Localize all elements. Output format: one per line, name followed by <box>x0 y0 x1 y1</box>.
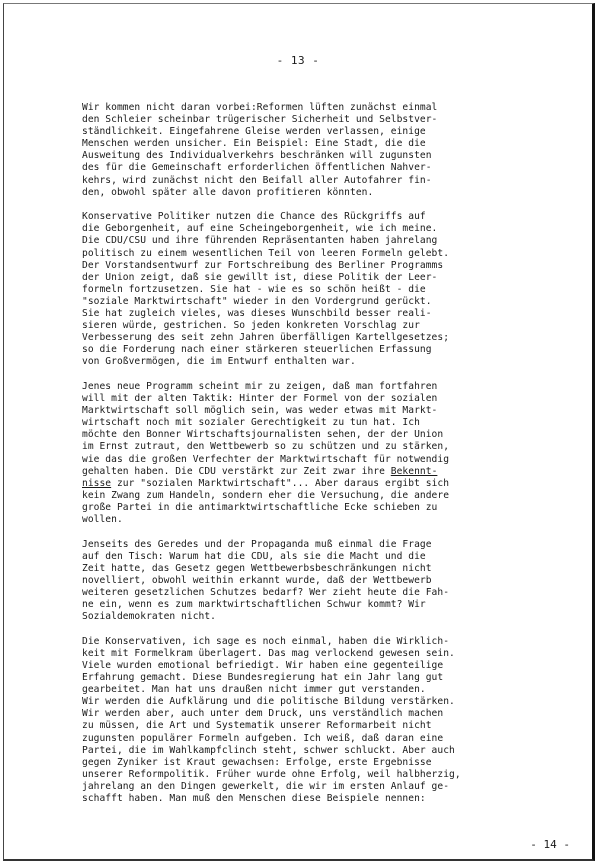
text-line: gearbeitet. Man hat uns draußen nicht immer gut verstanden. <box>82 684 426 696</box>
paragraph-5 <box>82 636 552 805</box>
text-line: Der Vorstandsentwurf zur Fortschreibung des Berliner Programms <box>82 259 444 271</box>
page-number: - 13 - <box>276 54 320 67</box>
text-line: kein Zwang zum Handeln, sondern eher die Versuchung, die andere <box>82 489 450 501</box>
text-line: formeln fortzusetzen. Sie hat - wie es so schön heißt - die <box>82 283 426 295</box>
text-line: Die Konservativen, ich sage es noch einmal, haben die Wirklich- <box>82 635 450 647</box>
text-line: wollen. <box>82 514 123 525</box>
next-page-marker: - 14 - <box>530 838 570 851</box>
paragraph-1 <box>82 102 552 199</box>
text-line: Ausweitung des Individualverkehrs beschränken will zugunsten <box>82 150 432 162</box>
text-line: wirtschaft noch mit sozialer Gerechtigkeit zu tun hat. Ich <box>82 417 420 429</box>
text-line: die Geborgenheit, auf eine Scheingeborgenheit, wie ich meine. <box>82 223 438 235</box>
text-line-underlined: gehalten haben. Die CDU verstärkt zur Zeit zwar ihre Bekennt- <box>82 465 438 477</box>
text-line: den Schleier scheinbar trügerischer Sicherheit und Selbstver- <box>82 114 438 126</box>
text-line-underlined: nisse zur "sozialen Marktwirtschaft"... Aber daraus ergibt sich <box>82 477 450 489</box>
paragraph-2 <box>82 211 552 368</box>
text-line: sieren würde, gestrichen. So jeden konkreten Vorschlag zur <box>82 320 420 332</box>
text-line: schafft haben. Man muß den Menschen diese Beispiele nennen: <box>82 792 426 804</box>
text-line: wie das die großen Verfechter der Marktwirtschaft für notwendig <box>82 453 450 465</box>
document-page <box>3 3 595 861</box>
text-line: ständlichkeit. Eingefahrene Gleise werden verlassen, einige <box>82 126 426 138</box>
text-line: Viele wurden emotional befriedigt. Wir haben eine gegenteilige <box>82 659 444 671</box>
text-line: gegen Zyniker ist Kraut gewachsen: Erfolge, erste Ergebnisse <box>82 756 432 768</box>
text-line: Partei, die im Wahlkampfclinch steht, schwer schluckt. Aber auch <box>82 744 455 756</box>
text-line: zu müssen, die Art und Systematik unserer Reformarbeit nicht <box>82 720 432 732</box>
text-line: Erfahrung gemacht. Diese Bundesregierung hat ein Jahr lang gut <box>82 672 444 684</box>
text-line: Marktwirtschaft soll möglich sein, was weder etwas mit Markt- <box>82 405 438 417</box>
text-line: so die Forderung nach einer stärkeren steuerlichen Erfassung <box>82 344 432 356</box>
text-line: will mit der alten Taktik: Hinter der Formel von der sozialen <box>82 393 438 405</box>
text-line: novelliert, obwohl weithin erkannt wurde, daß der Wettbewerb <box>82 574 432 586</box>
text-line: im Ernst zutraut, den Wettbewerb so zu schützen und zu stärken, <box>82 441 450 453</box>
text-line: "soziale Marktwirtschaft" wieder in den Vordergrund gerückt. <box>82 295 432 307</box>
text-line: Konservative Politiker nutzen die Chance des Rückgriffs auf <box>82 211 426 223</box>
text-line: ne ein, wenn es zum marktwirtschaftlichen Schwur kommt? Wir <box>82 599 426 611</box>
text-line: Verbesserung des seit zehn Jahren überfälligen Kartellgesetzes; <box>82 332 450 344</box>
text-line: Jenes neue Programm scheint mir zu zeigen, daß man fortfahren <box>82 380 438 392</box>
text-line: Sozialdemokraten nicht. <box>82 611 216 623</box>
underlined-word: nisse <box>82 477 112 489</box>
paragraph-4 <box>82 539 552 624</box>
text-line: kehrs, wird zunächst nicht den Beifall aller Autofahrer fin- <box>82 174 432 186</box>
text-line: Wir kommen nicht daran vorbei:Reformen lüften zunächst einmal <box>82 102 438 113</box>
text-line: jahrelang an den Dingen gewerkelt, die wir im ersten Anlauf ge- <box>82 780 450 792</box>
text-line: Sie hat zugleich vieles, was dieses Wunschbild besser reali- <box>82 308 432 319</box>
text-line: politisch zu einem wesentlichen Teil von leeren Formeln gelebt. <box>82 247 450 259</box>
text-line: möchte den Bonner Wirtschaftsjournalisten sehen, der der Union <box>82 429 444 441</box>
text-line: auf den Tisch: Warum hat die CDU, als sie die Macht und die <box>82 550 426 562</box>
text-line: unserer Reformpolitik. Früher wurde ohne Erfolg, weil halbherzig, <box>82 768 461 780</box>
text-line: Menschen werden unsicher. Ein Beispiel: Eine Stadt, die die <box>82 138 426 150</box>
text-line: den, obwohl später alle davon profitieren könnten. <box>82 186 374 198</box>
text-line: der Union zeigt, daß sie gewillt ist, diese Politik der Leer- <box>82 271 438 283</box>
text-line: Wir werden aber, auch unter dem Druck, uns verständlich machen <box>82 708 444 720</box>
text-line: von Großvermögen, die im Entwurf enthalten war. <box>82 356 356 368</box>
text-line: des für die Gemeinschaft erforderlichen öffentlichen Nahver- <box>82 162 432 174</box>
paragraph-3 <box>82 381 552 526</box>
text-line: Wir werden die Aufklärung und die politische Bildung verstärken. <box>82 696 455 708</box>
text-line: weiteren gesetzlichen Schutzes bedarf? Wer zieht heute die Fah- <box>82 586 450 598</box>
document-body <box>82 102 552 818</box>
text-line: keit mit Formelkram überlagert. Das mag verlockend gewesen sein. <box>82 647 455 659</box>
underlined-word: Bekennt- <box>390 465 438 477</box>
text-line: große Partei in die antimarktwirtschaftliche Ecke schieben zu <box>82 501 438 513</box>
text-line: zugunsten populärer Formeln aufgeben. Ich weiß, daß daran eine <box>82 732 444 744</box>
text-line: Jenseits des Geredes und der Propaganda muß einmal die Frage <box>82 538 432 550</box>
text-line: Die CDU/CSU und ihre führenden Repräsentanten haben jahrelang <box>82 235 438 247</box>
text-line: Zeit hatte, das Gesetz gegen Wettbewerbsbeschränkungen nicht <box>82 562 432 574</box>
